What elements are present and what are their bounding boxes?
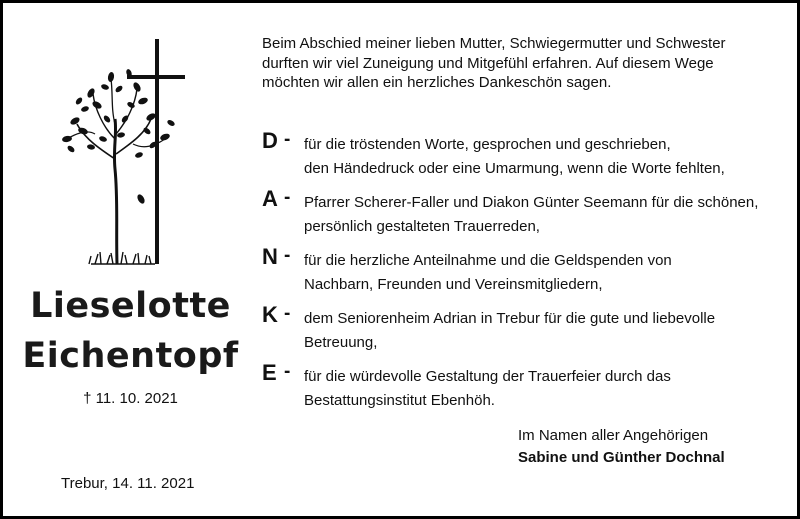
thanks-line: persönlich gestalteten Trauerreden, bbox=[304, 218, 540, 235]
signature-block bbox=[518, 425, 725, 469]
thanks-line: für die herzliche Anteilnahme und die Geldspenden von bbox=[304, 252, 672, 269]
place-and-date: Trebur, 14. 11. 2021 bbox=[61, 475, 195, 492]
thanks-line: Pfarrer Scherer-Faller und Diakon Günter Seemann für die schönen, bbox=[304, 194, 759, 211]
thanks-line: Bestattungsinstitut Ebenhöh. bbox=[304, 392, 495, 409]
thanks-entry-e bbox=[262, 357, 792, 415]
acrostic-dash: - bbox=[284, 303, 291, 324]
tree-with-cross-icon bbox=[55, 39, 185, 269]
acrostic-letter: A bbox=[262, 186, 278, 211]
acrostic-dash: - bbox=[284, 245, 291, 266]
thanks-text bbox=[304, 365, 794, 413]
thanks-entry-d bbox=[262, 125, 792, 183]
thanks-text bbox=[304, 307, 794, 355]
deceased-first-name: Lieselotte bbox=[30, 286, 231, 326]
acrostic-dash: - bbox=[284, 361, 291, 382]
left-column bbox=[3, 3, 258, 516]
deceased-last-name: Eichentopf bbox=[22, 336, 239, 376]
signature-lead: Im Namen aller Angehörigen bbox=[518, 427, 709, 444]
thanks-entry-a bbox=[262, 183, 792, 241]
intro-paragraph bbox=[262, 34, 787, 93]
signature-names: Sabine und Günther Dochnal bbox=[518, 449, 725, 466]
thanks-line: für die tröstenden Worte, gesprochen und geschrieben, bbox=[304, 136, 671, 153]
acrostic-letter: K bbox=[262, 302, 278, 327]
thanks-entry-n bbox=[262, 241, 792, 299]
thanks-text bbox=[304, 191, 794, 239]
acrostic-dash: - bbox=[284, 129, 291, 150]
thanks-entry-k bbox=[262, 299, 792, 357]
acrostic-letter: N bbox=[262, 244, 278, 269]
thanks-line: den Händedruck oder eine Umarmung, wenn die Worte fehlten, bbox=[304, 160, 725, 177]
intro-line: möchten wir allen ein herzliches Dankeschön sagen. bbox=[262, 74, 612, 91]
thanks-text bbox=[304, 249, 794, 297]
acrostic-letter: D bbox=[262, 128, 278, 153]
thanks-line: für die würdevolle Gestaltung der Trauerfeier durch das bbox=[304, 368, 671, 385]
intro-line: durften wir viel Zuneigung und Mitgefühl erfahren. Auf diesem Wege bbox=[262, 54, 714, 72]
death-date: † 11. 10. 2021 bbox=[83, 390, 178, 407]
thanks-line: Nachbarn, Freunden und Vereinsmitgliedern, bbox=[304, 276, 603, 293]
thanks-text bbox=[304, 133, 794, 181]
thanks-line: Betreuung, bbox=[304, 334, 378, 351]
acrostic-letter: E bbox=[262, 360, 277, 385]
acrostic-dash: - bbox=[284, 187, 291, 208]
thanks-list bbox=[262, 125, 792, 415]
thanks-line: dem Seniorenheim Adrian in Trebur für die gute und liebevolle bbox=[304, 310, 716, 327]
intro-line: Beim Abschied meiner lieben Mutter, Schwiegermutter und Schwester bbox=[262, 35, 726, 52]
